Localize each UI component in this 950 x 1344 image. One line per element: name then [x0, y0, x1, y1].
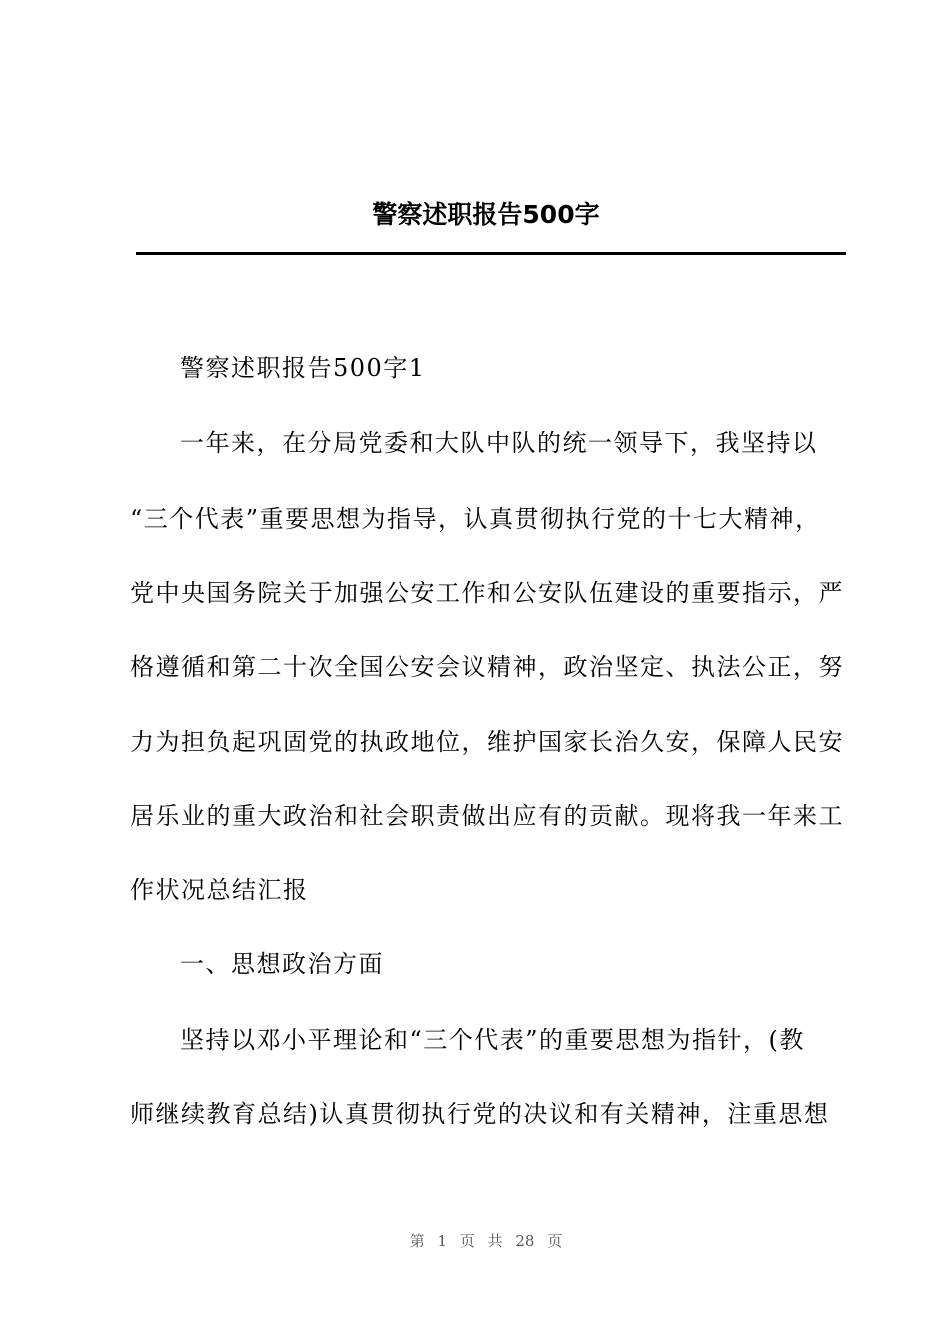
- section-heading: 一、思想政治方面: [180, 950, 384, 978]
- paragraph-line: 师继续教育总结)认真贯彻执行党的决议和有关精神，注重思想: [130, 1100, 830, 1128]
- paragraph-line: “三个代表”重要思想为指导，认真贯彻执行党的十七大精神，: [130, 505, 821, 533]
- paragraph-line: 坚持以邓小平理论和“三个代表”的重要思想为指针，(教: [180, 1026, 805, 1054]
- page-title: 警察述职报告500字: [372, 200, 600, 229]
- section-heading: 警察述职报告500字1: [180, 354, 426, 382]
- paragraph-line: 党中央国务院关于加强公安工作和公安队伍建设的重要指示，严: [130, 579, 844, 607]
- paragraph-line: 格遵循和第二十次全国公安会议精神，政治坚定、执法公正，努: [130, 653, 844, 681]
- title-divider: [136, 252, 846, 255]
- paragraph-line: 作状况总结汇报: [130, 876, 309, 904]
- paragraph-line: 居乐业的重大政治和社会职责做出应有的贡献。现将我一年来工: [130, 802, 844, 830]
- page-footer: 第 1 页 共 28 页: [409, 1232, 563, 1250]
- paragraph-line: 力为担负起巩固党的执政地位，维护国家长治久安，保障人民安: [130, 728, 844, 756]
- paragraph-line: 一年来，在分局党委和大队中队的统一领导下，我坚持以: [180, 429, 818, 457]
